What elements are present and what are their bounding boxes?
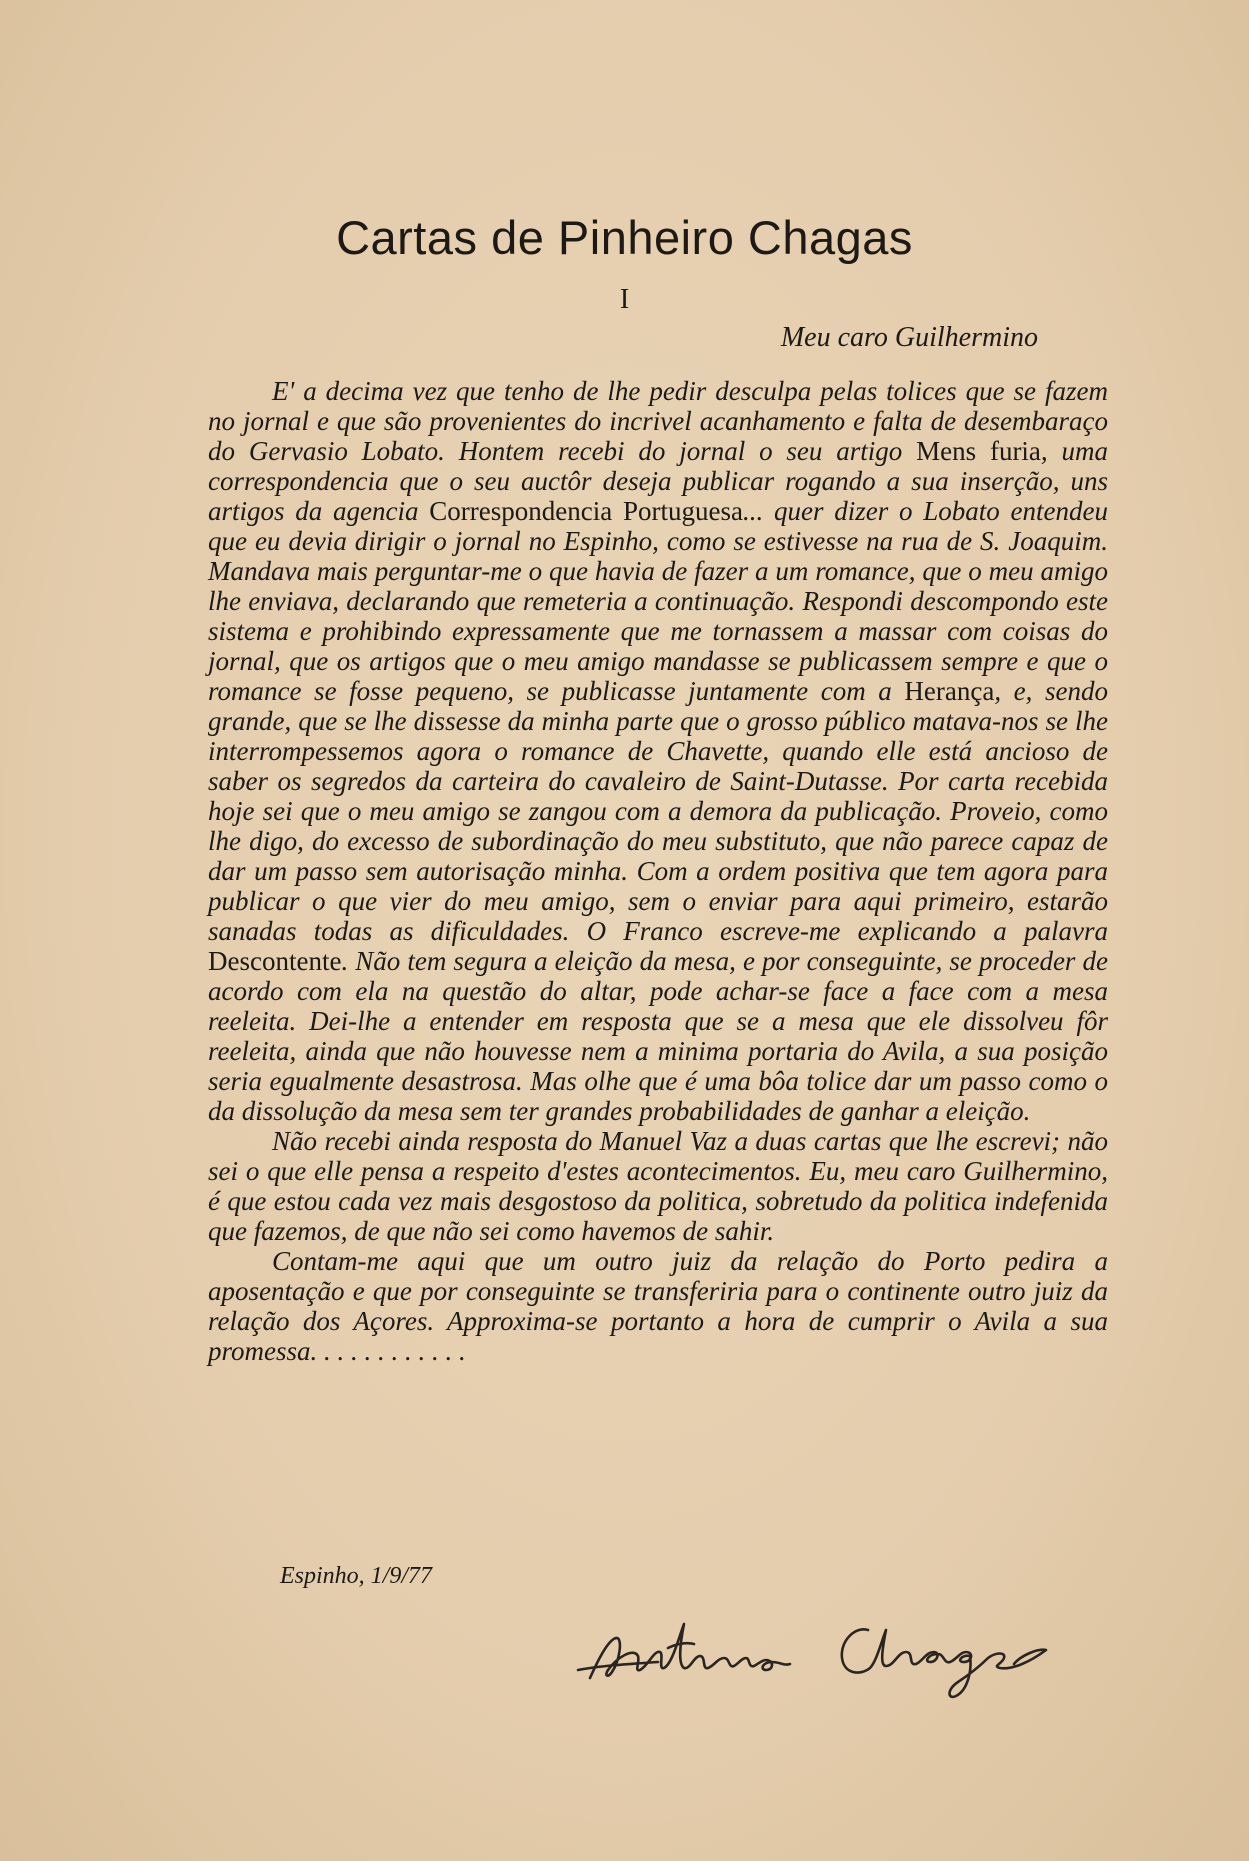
italic-text-span: , uma correspondencia que o seu auctôr deseja publicar rogando a sua inserção, uns artigos da agencia — [208, 436, 1109, 526]
italic-text-span: , e, sendo grande, que se lhe dissesse da minha parte que o grosso público matava-nos se lhe interrompessemos agora o romance de Chavette, quando elle está ancioso de saber os segredos da carteira do cavaleiro de Saint-Dutasse. Por carta recebida hoje sei que o meu amigo se zangou com a demora da publicação. Proveio, como lhe digo, do excesso de subordinação do meu substituto, que não parece capaz de dar um passo sem autorisação minha. Com a ordem positiva que tem agora para publicar o que vier do meu amigo, sem o enviar para aqui primeiro, estarão sanadas todas as dificuldades. O Franco escreve-me explicando a palavra — [208, 676, 1108, 946]
letter-body — [208, 376, 1108, 1366]
roman-text-span: Descontente — [208, 946, 342, 976]
paragraph-3: Contam-me aqui que um outro juiz da relação do Porto pedira a aposentação e que por conseguinte se transferiria para o continente outro juiz da relação dos Açores. Approxima-se portanto a hora de cumprir o Avila a sua promessa. . . . . . . . . . . . — [208, 1246, 1108, 1366]
roman-text-span: Herança — [904, 676, 995, 706]
italic-text-span: . Não tem segura a eleição da mesa, e por conseguinte, se proceder de acordo com ela na questão do altar, pode achar-se face a face com a mesa reeleita. Dei-lhe a entender em resposta que se a mesa que ele dissolveu fôr reeleita, ainda que não houvesse nem a minima portaria do Avila, a sua posição seria egualmente desastrosa. Mas olhe que é uma bôa tolice dar um passo como o da dissolução da mesa sem ter grandes probabilidades de ganhar a eleição. — [208, 946, 1108, 1126]
salutation: Meu caro Guilhermino — [780, 322, 1038, 353]
page-title: Cartas de Pinheiro Chagas — [336, 211, 913, 264]
section-number: I — [619, 284, 630, 315]
roman-text-span: Correspondencia Portuguesa — [429, 496, 743, 526]
handwritten-signature — [568, 1600, 1068, 1710]
italic-text-span: ... quer dizer o Lobato entendeu que eu devia dirigir o jornal no Espinho, como se estivesse na rua de S. Joaquim. Mandava mais perguntar-me o que havia de fazer a um romance, que o meu amigo lhe enviava, declarando que remeteria a continuação. Respondi descompondo este sistema e prohibindo expressamente que me tornassem a massar com coisas do jornal, que os artigos que o meu amigo mandasse se publicassem sempre e que o romance se fosse pequeno, se publicasse juntamente com a — [208, 496, 1108, 706]
paragraph-2: Não recebi ainda resposta do Manuel Vaz a duas cartas que lhe escrevi; não sei o que elle pensa a respeito d'estes acontecimentos. Eu, meu caro Guilhermino, é que estou cada vez mais desgostoso da politica, sobretudo da politica indefenida que fazemos, de que não sei como havemos de sahir. — [208, 1126, 1108, 1246]
paragraph-1 — [208, 376, 1108, 1126]
italic-text-span: E' a decima vez que tenho de lhe pedir desculpa pelas tolices que se fazem no jornal e que são provenientes do incrivel acanhamento e falta de desembaraço do Gervasio Lobato. Hontem recebi do jornal o seu artigo — [208, 376, 1108, 466]
dateline: Espinho, 1/9/77 — [280, 1563, 433, 1589]
roman-text-span: Mens furia — [916, 436, 1041, 466]
